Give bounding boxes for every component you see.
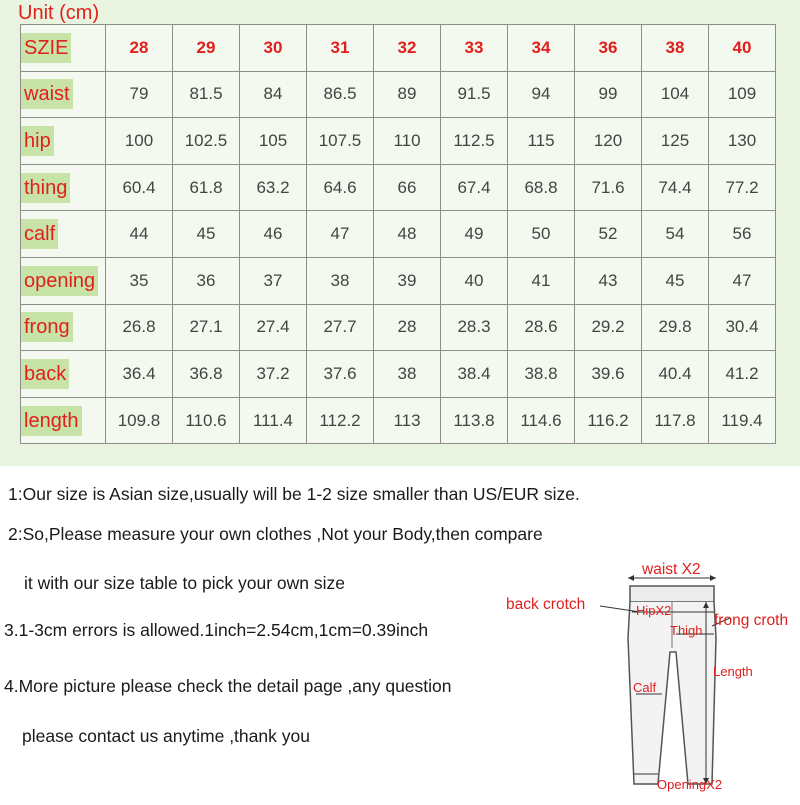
- table-cell: 115: [508, 118, 575, 165]
- table-cell: 41.2: [709, 351, 776, 398]
- table-cell: 27.1: [173, 304, 240, 351]
- table-cell: 36: [173, 257, 240, 304]
- table-row: [21, 397, 776, 444]
- table-cell: 45: [173, 211, 240, 258]
- table-cell: 117.8: [642, 397, 709, 444]
- table-cell: 64.6: [307, 164, 374, 211]
- note-1: 1:Our size is Asian size,usually will be 1-2 size smaller than US/EUR size.: [8, 484, 580, 504]
- size-header-cell: 33: [441, 25, 508, 72]
- table-cell: 46: [240, 211, 307, 258]
- table-cell: 28: [374, 304, 441, 351]
- row-label-size-text: SZIE: [21, 33, 71, 63]
- table-cell: 86.5: [307, 71, 374, 118]
- table-cell: 91.5: [441, 71, 508, 118]
- table-row: [21, 257, 776, 304]
- size-header-cell: 34: [508, 25, 575, 72]
- table-cell: 84: [240, 71, 307, 118]
- table-cell: 56: [709, 211, 776, 258]
- table-cell: 28.3: [441, 304, 508, 351]
- diagram-label-waist: waist X2: [642, 561, 701, 578]
- diagram-label-hip: HipX2: [636, 603, 672, 618]
- note-4: 4.More picture please check the detail page ,any question: [4, 676, 452, 696]
- pants-measurement-diagram: [500, 556, 800, 800]
- table-row: [21, 211, 776, 258]
- table-cell: 45: [642, 257, 709, 304]
- diagram-label-calf: Calf: [633, 680, 657, 695]
- unit-label: Unit (cm): [18, 2, 100, 24]
- table-cell: 37.6: [307, 351, 374, 398]
- row-label-text: thing: [21, 173, 70, 203]
- table-cell: 47: [709, 257, 776, 304]
- table-cell: 37: [240, 257, 307, 304]
- diagram-label-opening: OpeningX2: [657, 777, 723, 792]
- table-cell: 60.4: [106, 164, 173, 211]
- row-label: [21, 397, 106, 444]
- pants-outline-icon: [500, 556, 800, 800]
- diagram-label-thigh: Thigh: [670, 623, 703, 638]
- note-3: 3.1-3cm errors is allowed.1inch=2.54cm,1cm=0.39inch: [4, 620, 429, 640]
- table-cell: 112.5: [441, 118, 508, 165]
- size-header-cell: 40: [709, 25, 776, 72]
- table-cell: 38: [374, 351, 441, 398]
- table-cell: 111.4: [240, 397, 307, 444]
- table-cell: 44: [106, 211, 173, 258]
- table-cell: 50: [508, 211, 575, 258]
- table-cell: 112.2: [307, 397, 374, 444]
- diagram-label-front-crotch: frong croth: [714, 612, 789, 629]
- table-cell: 43: [575, 257, 642, 304]
- note-2: 2:So,Please measure your own clothes ,Not your Body,then compare: [8, 524, 543, 544]
- table-cell: 68.8: [508, 164, 575, 211]
- table-cell: 113.8: [441, 397, 508, 444]
- size-header-cell: 28: [106, 25, 173, 72]
- table-cell: 102.5: [173, 118, 240, 165]
- table-cell: 41: [508, 257, 575, 304]
- table-cell: 30.4: [709, 304, 776, 351]
- diagram-label-length: Length: [713, 664, 753, 679]
- table-cell: 99: [575, 71, 642, 118]
- row-label-text: frong: [21, 312, 73, 342]
- table-cell: 29.2: [575, 304, 642, 351]
- table-cell: 37.2: [240, 351, 307, 398]
- table-cell: 110: [374, 118, 441, 165]
- table-cell: 67.4: [441, 164, 508, 211]
- diagram-label-back-crotch: back crotch: [506, 596, 586, 613]
- row-label: [21, 71, 106, 118]
- table-cell: 52: [575, 211, 642, 258]
- table-cell: 110.6: [173, 397, 240, 444]
- row-label: [21, 351, 106, 398]
- table-cell: 38.4: [441, 351, 508, 398]
- table-cell: 39: [374, 257, 441, 304]
- table-cell: 27.4: [240, 304, 307, 351]
- table-cell: 66: [374, 164, 441, 211]
- row-label: [21, 164, 106, 211]
- size-header-cell: 36: [575, 25, 642, 72]
- row-label-size: [21, 25, 106, 72]
- table-cell: 27.7: [307, 304, 374, 351]
- table-cell: 109.8: [106, 397, 173, 444]
- size-header-cell: 38: [642, 25, 709, 72]
- row-label: [21, 257, 106, 304]
- size-header-cell: 32: [374, 25, 441, 72]
- table-header-row: [21, 25, 776, 72]
- size-header-cell: 31: [307, 25, 374, 72]
- table-row: [21, 164, 776, 211]
- row-label: [21, 118, 106, 165]
- table-cell: 116.2: [575, 397, 642, 444]
- table-cell: 36.4: [106, 351, 173, 398]
- table-cell: 36.8: [173, 351, 240, 398]
- table-cell: 119.4: [709, 397, 776, 444]
- table-cell: 54: [642, 211, 709, 258]
- table-cell: 105: [240, 118, 307, 165]
- table-row: [21, 304, 776, 351]
- table-row: [21, 118, 776, 165]
- table-cell: 49: [441, 211, 508, 258]
- table-cell: 104: [642, 71, 709, 118]
- table-cell: 74.4: [642, 164, 709, 211]
- table-cell: 120: [575, 118, 642, 165]
- row-label-text: back: [21, 359, 69, 389]
- table-cell: 28.6: [508, 304, 575, 351]
- table-cell: 79: [106, 71, 173, 118]
- table-row: [21, 71, 776, 118]
- size-header-cell: 29: [173, 25, 240, 72]
- row-label-text: hip: [21, 126, 54, 156]
- size-header-cell: 30: [240, 25, 307, 72]
- table-cell: 38: [307, 257, 374, 304]
- table-cell: 35: [106, 257, 173, 304]
- note-2-cont: it with our size table to pick your own size: [24, 573, 345, 593]
- table-cell: 113: [374, 397, 441, 444]
- row-label-text: length: [21, 406, 82, 436]
- table-cell: 130: [709, 118, 776, 165]
- row-label: [21, 211, 106, 258]
- table-cell: 47: [307, 211, 374, 258]
- table-cell: 77.2: [709, 164, 776, 211]
- table-cell: 40: [441, 257, 508, 304]
- table-cell: 109: [709, 71, 776, 118]
- table-cell: 29.8: [642, 304, 709, 351]
- table-cell: 26.8: [106, 304, 173, 351]
- table-cell: 48: [374, 211, 441, 258]
- table-cell: 71.6: [575, 164, 642, 211]
- table-cell: 39.6: [575, 351, 642, 398]
- table-cell: 114.6: [508, 397, 575, 444]
- row-label-text: calf: [21, 219, 58, 249]
- table-cell: 61.8: [173, 164, 240, 211]
- table-cell: 100: [106, 118, 173, 165]
- table-row: [21, 351, 776, 398]
- table-cell: 38.8: [508, 351, 575, 398]
- table-cell: 89: [374, 71, 441, 118]
- table-cell: 107.5: [307, 118, 374, 165]
- table-cell: 94: [508, 71, 575, 118]
- row-label: [21, 304, 106, 351]
- table-cell: 63.2: [240, 164, 307, 211]
- size-table: [20, 24, 776, 444]
- note-4-cont: please contact us anytime ,thank you: [22, 726, 310, 746]
- table-cell: 81.5: [173, 71, 240, 118]
- row-label-text: waist: [21, 79, 73, 109]
- table-cell: 40.4: [642, 351, 709, 398]
- row-label-text: opening: [21, 266, 98, 296]
- table-cell: 125: [642, 118, 709, 165]
